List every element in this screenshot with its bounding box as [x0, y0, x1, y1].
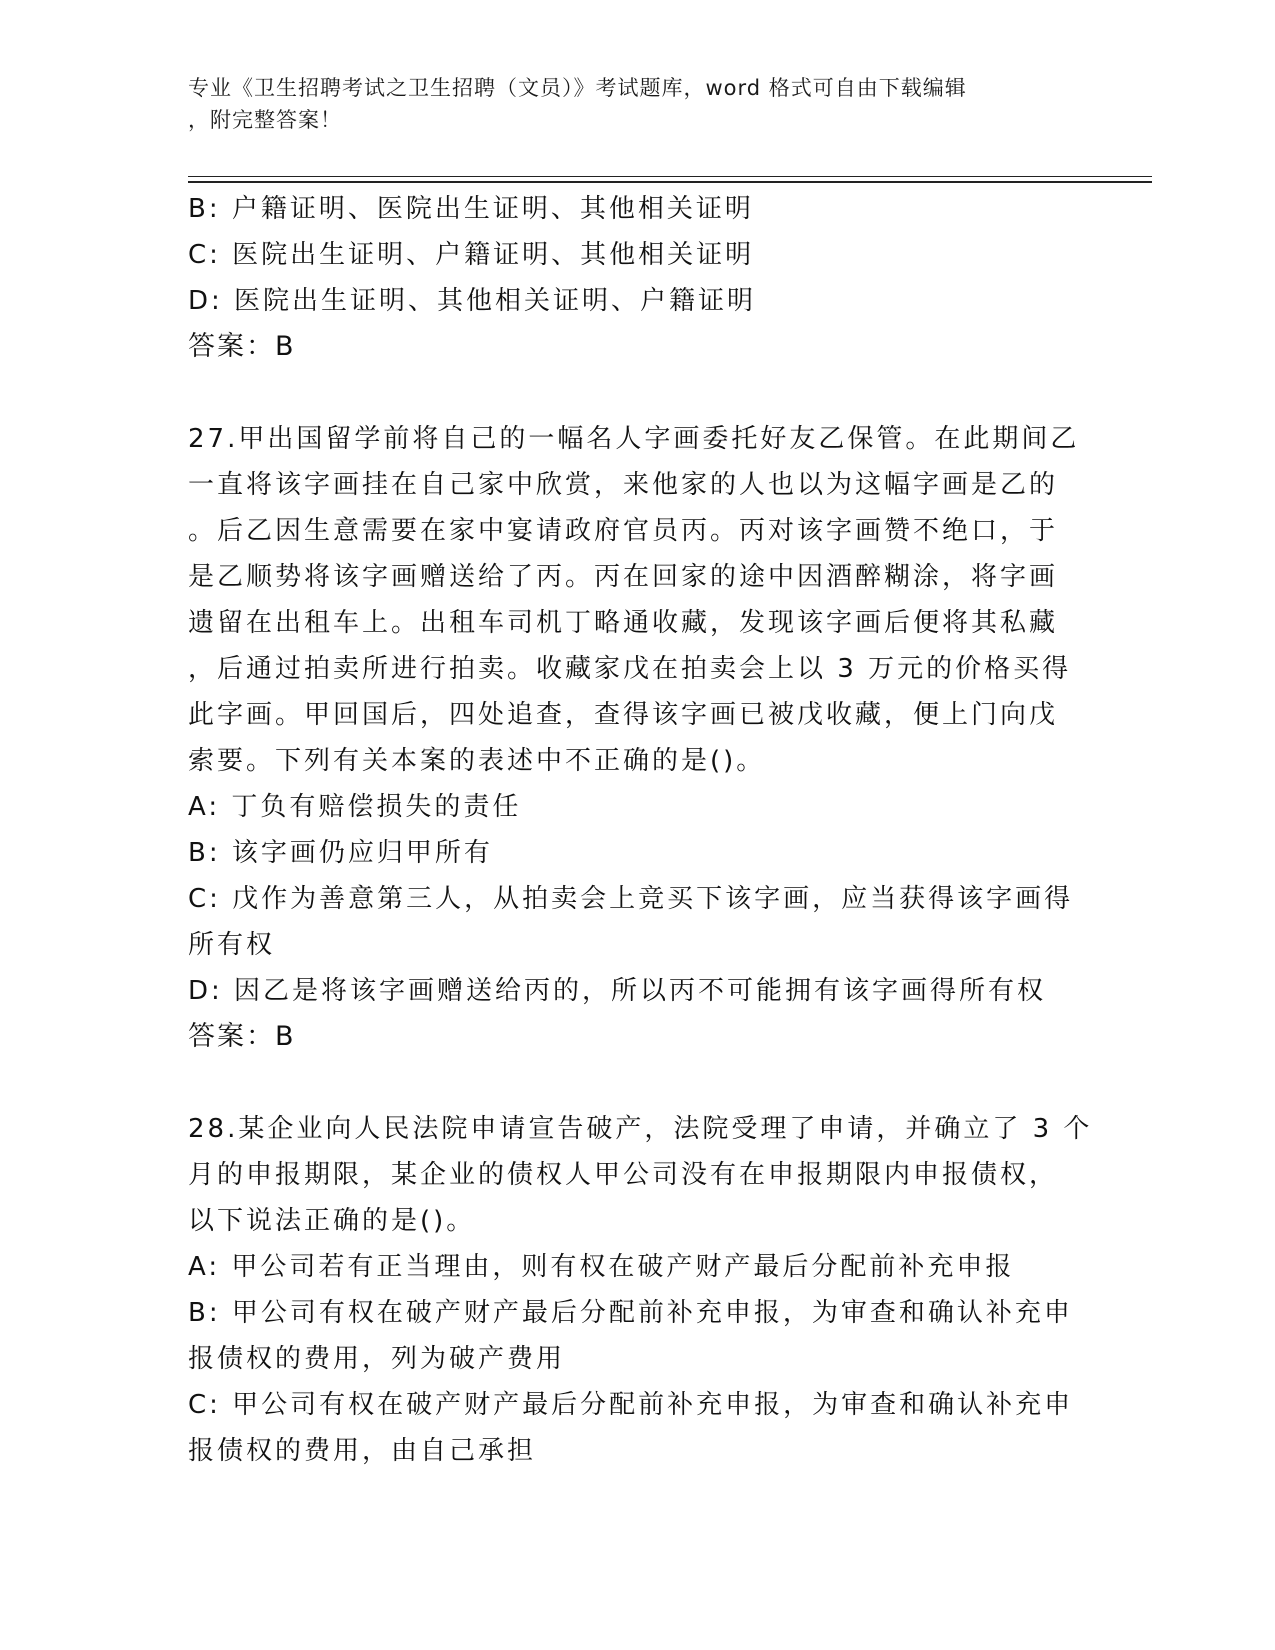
header-divider-thick — [188, 181, 1152, 183]
option-d: D: 因乙是将该字画赠送给丙的，所以丙不可能拥有该字画得所有权 — [188, 976, 1047, 1006]
option-b: B: 户籍证明、医院出生证明、其他相关证明 — [188, 194, 754, 224]
page-header — [188, 72, 1068, 136]
question-stem-line: 索要。下列有关本案的表述中不正确的是()。 — [188, 746, 766, 776]
option-c-line-2: 所有权 — [188, 930, 276, 960]
question-stem-line: 是乙顺势将该字画赠送给了丙。丙在回家的途中因酒醉糊涂，将字画 — [188, 562, 1059, 592]
option-d: D: 医院出生证明、其他相关证明、户籍证明 — [188, 286, 757, 316]
option-c-line-1: C: 戊作为善意第三人，从拍卖会上竞买下该字画，应当获得该字画得 — [188, 884, 1074, 914]
option-b: B: 该字画仍应归甲所有 — [188, 838, 493, 868]
option-b-line-1: B: 甲公司有权在破产财产最后分配前补充申报，为审查和确认补充申 — [188, 1298, 1073, 1328]
option-c: C: 医院出生证明、户籍证明、其他相关证明 — [188, 240, 755, 270]
answer: 答案：B — [188, 331, 296, 362]
option-a: A: 丁负有赔偿损失的责任 — [188, 792, 522, 822]
question-28 — [188, 1106, 1093, 1474]
header-line-1: 专业《卫生招聘考试之卫生招聘（文员）》考试题库，word 格式可自由下载编辑 — [188, 76, 967, 100]
option-c-line-2: 报债权的费用，由自己承担 — [188, 1436, 537, 1466]
spacer — [188, 1060, 1088, 1106]
question-stem-line: 27.甲出国留学前将自己的一幅名人字画委托好友乙保管。在此期间乙 — [188, 424, 1080, 454]
document-body — [188, 186, 1093, 1474]
spacer — [188, 370, 1088, 416]
question-stem-line: 遗留在出租车上。出租车司机丁略通收藏，发现该字画后便将其私藏 — [188, 608, 1059, 638]
question-stem-line: 一直将该字画挂在自己家中欣赏，来他家的人也以为这幅字画是乙的 — [188, 470, 1059, 500]
option-a: A: 甲公司若有正当理由，则有权在破产财产最后分配前补充申报 — [188, 1252, 1015, 1282]
option-b-line-2: 报债权的费用，列为破产费用 — [188, 1344, 566, 1374]
question-stem-line: 以下说法正确的是()。 — [188, 1206, 476, 1236]
option-c-line-1: C: 甲公司有权在破产财产最后分配前补充申报，为审查和确认补充申 — [188, 1390, 1074, 1420]
question-26-tail — [188, 186, 1088, 370]
question-stem-line: 月的申报期限，某企业的债权人甲公司没有在申报期限内申报债权， — [188, 1160, 1059, 1190]
question-stem-line: 28.某企业向人民法院申请宣告破产，法院受理了申请，并确立了 3 个 — [188, 1114, 1093, 1144]
question-stem-line: 此字画。甲回国后，四处追查，查得该字画已被戊收藏，便上门向戊 — [188, 700, 1059, 730]
answer: 答案：B — [188, 1021, 296, 1052]
header-line-2: ，附完整答案！ — [188, 108, 342, 132]
header-divider-thin — [188, 176, 1152, 177]
question-stem-line: 。后乙因生意需要在家中宴请政府官员丙。丙对该字画赞不绝口，于 — [188, 516, 1059, 546]
question-stem-line: ，后通过拍卖所进行拍卖。收藏家戊在拍卖会上以 3 万元的价格买得 — [188, 654, 1072, 684]
question-27 — [188, 416, 1088, 1060]
